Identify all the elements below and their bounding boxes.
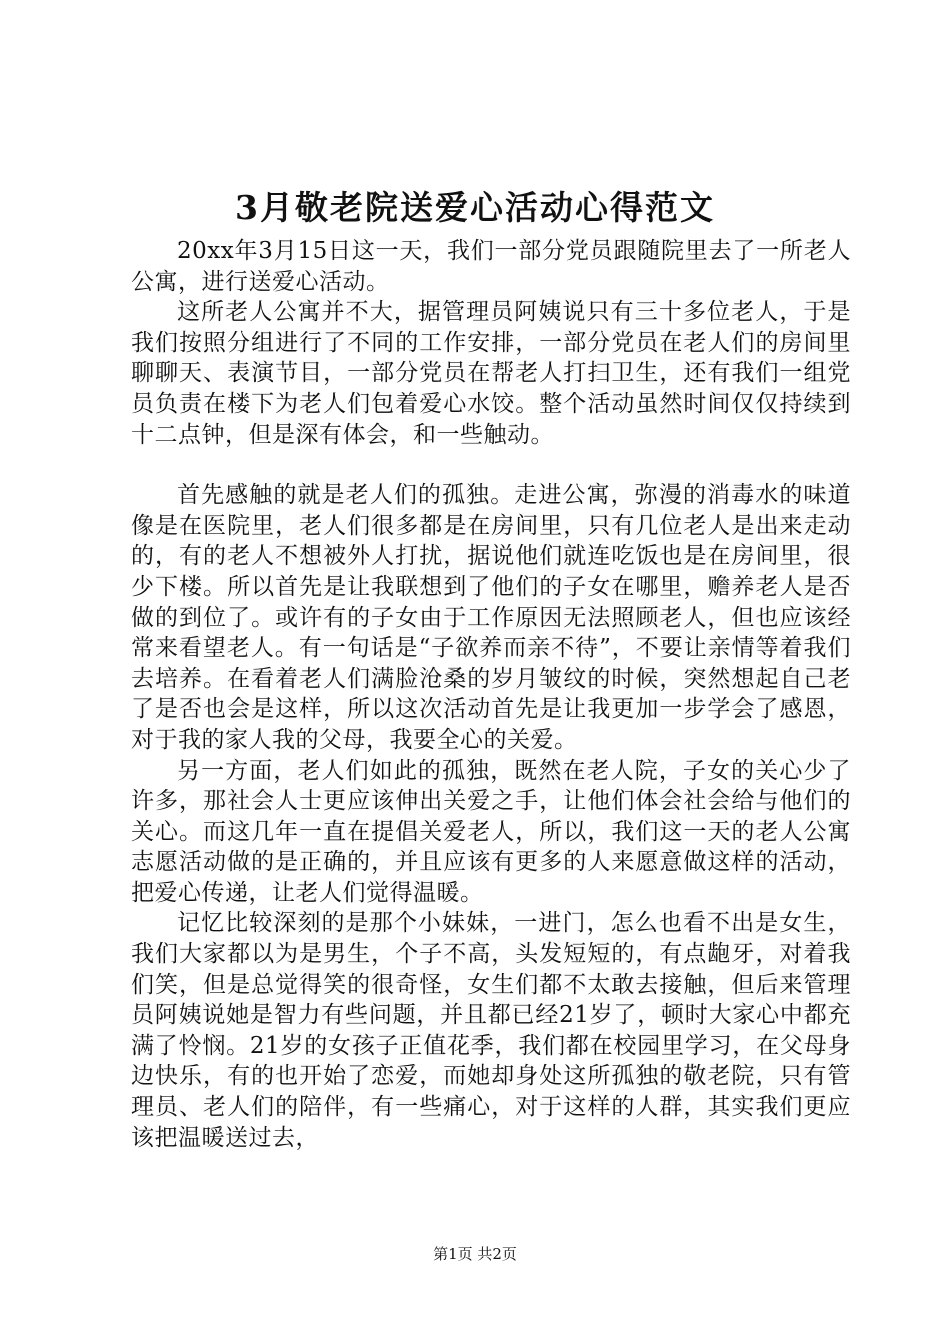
page-footer: 第1页 共2页 <box>433 1245 517 1263</box>
paragraph-3: 首先感触的就是老人们的孤独。走进公寓，弥漫的消毒水的味道像是在医院里，老人们很多都是在房间里，只有几位老人是出来走动的，有的老人不想被外人打扰，据说他们就连吃饭也是在房间里，很少下楼。所以首先是让我联想到了他们的子女在哪里，赡养老人是否做的到位了。或许有的子女由于工作原因无法照顾老人，但也应该经常来看望老人。有一句话是“子欲养而亲不待”，不要让亲情等着我们去培养。在看着老人们满脸沧桑的岁月皱纹的时候，突然想起自己老了是否也会是这样，所以这次活动首先是让我更加一步学会了感恩，对于我的家人我的父母，我要全心的关爱。 <box>131 482 851 753</box>
paragraph-4: 另一方面，老人们如此的孤独，既然在老人院，子女的关心少了许多，那社会人士更应该伸出关爱之手，让他们体会社会给与他们的关心。而这几年一直在提倡关爱老人，所以，我们这一天的老人公寓志愿活动做的是正确的，并且应该有更多的人来愿意做这样的活动，把爱心传递，让老人们觉得温暖。 <box>131 757 851 906</box>
paragraph-1: 20xx年3月15日这一天，我们一部分党员跟随院里去了一所老人公寓，进行送爱心活动。 <box>131 238 851 295</box>
paragraph-2: 这所老人公寓并不大，据管理员阿姨说只有三十多位老人，于是我们按照分组进行了不同的工作安排，一部分党员在老人们的房间里聊聊天、表演节目，一部分党员在帮老人打扫卫生，还有我们一组党员负责在楼下为老人们包着爱心水饺。整个活动虽然时间仅仅持续到十二点钟，但是深有体会，和一些触动。 <box>131 299 851 448</box>
paragraph-5: 记忆比较深刻的是那个小妹妹，一进门，怎么也看不出是女生，我们大家都以为是男生，个子不高，头发短短的，有点龅牙，对着我们笑，但是总觉得笑的很奇怪，女生们都不太敢去接触，但后来管理员阿姨说她是智力有些问题，并且都已经21岁了，顿时大家心中都充满了怜悯。21岁的女孩子正值花季，我们都在校园里学习，在父母身边快乐，有的也开始了恋爱，而她却身处这所孤独的敬老院，只有管理员、老人们的陪伴，有一些痛心，对于这样的人群，其实我们更应该把温暖送过去， <box>131 910 851 1151</box>
document-title: 3月敬老院送爱心活动心得范文 <box>235 188 715 227</box>
document-body <box>131 236 851 1153</box>
